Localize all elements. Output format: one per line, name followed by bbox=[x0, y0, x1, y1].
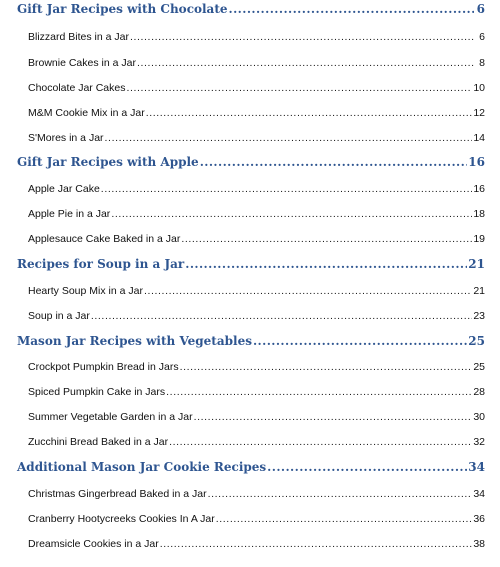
entry-title: S'Mores in a Jar bbox=[28, 132, 104, 144]
page-number: 34 bbox=[473, 488, 485, 500]
dot-leader bbox=[194, 411, 473, 423]
toc-entry[interactable] bbox=[28, 107, 485, 119]
page-number: 30 bbox=[473, 411, 485, 423]
toc-entry[interactable] bbox=[28, 488, 485, 500]
toc-entry[interactable] bbox=[28, 208, 485, 220]
toc-entry[interactable] bbox=[28, 82, 485, 94]
dot-leader bbox=[267, 460, 467, 474]
dot-leader bbox=[253, 334, 467, 348]
entry-title: Chocolate Jar Cakes bbox=[28, 82, 126, 94]
dot-leader bbox=[216, 513, 473, 525]
dot-leader bbox=[105, 132, 473, 144]
page-number: 36 bbox=[473, 513, 485, 525]
dot-leader bbox=[144, 285, 472, 297]
page-number: 18 bbox=[473, 208, 485, 220]
dot-leader bbox=[229, 2, 474, 16]
entry-title: Brownie Cakes in a Jar bbox=[28, 57, 136, 69]
entry-title: Hearty Soup Mix in a Jar bbox=[28, 285, 143, 297]
toc-entry[interactable] bbox=[28, 538, 485, 550]
page-number: 12 bbox=[473, 107, 485, 119]
dot-leader bbox=[91, 310, 472, 322]
section-title: Gift Jar Recipes with Chocolate bbox=[17, 2, 228, 16]
page-number: 14 bbox=[473, 132, 485, 144]
dot-leader bbox=[169, 436, 472, 448]
dot-leader bbox=[126, 82, 472, 94]
toc-section-heading[interactable] bbox=[17, 155, 485, 169]
toc-entry[interactable] bbox=[28, 513, 485, 525]
page-number: 38 bbox=[473, 538, 485, 550]
toc-entry[interactable] bbox=[28, 31, 485, 43]
toc-entry[interactable] bbox=[28, 57, 485, 69]
toc-entry[interactable] bbox=[28, 285, 485, 297]
toc-entry[interactable] bbox=[28, 233, 485, 245]
page-number: 16 bbox=[473, 183, 485, 195]
page-number: 16 bbox=[468, 155, 485, 169]
toc-entry[interactable] bbox=[28, 411, 485, 423]
toc-entry[interactable] bbox=[28, 132, 485, 144]
page-number: 19 bbox=[473, 233, 485, 245]
page-number: 25 bbox=[468, 334, 485, 348]
page-number: 34 bbox=[468, 460, 485, 474]
entry-title: Christmas Gingerbread Baked in a Jar bbox=[28, 488, 207, 500]
entry-title: M&M Cookie Mix in a Jar bbox=[28, 107, 145, 119]
dot-leader bbox=[130, 31, 474, 43]
entry-title: Zucchini Bread Baked in a Jar bbox=[28, 436, 169, 448]
section-title: Mason Jar Recipes with Vegetables bbox=[17, 334, 252, 348]
toc-section-heading[interactable] bbox=[17, 257, 485, 271]
entry-title: Dreamsicle Cookies in a Jar bbox=[28, 538, 159, 550]
page-number: 8 bbox=[479, 57, 485, 69]
dot-leader bbox=[181, 233, 472, 245]
dot-leader bbox=[137, 57, 474, 69]
toc-entry[interactable] bbox=[28, 183, 485, 195]
dot-leader bbox=[180, 361, 473, 373]
toc-entry[interactable] bbox=[28, 386, 485, 398]
dot-leader bbox=[166, 386, 472, 398]
entry-title: Spiced Pumpkin Cake in Jars bbox=[28, 386, 166, 398]
entry-title: Crockpot Pumpkin Bread in Jars bbox=[28, 361, 179, 373]
dot-leader bbox=[208, 488, 473, 500]
entry-title: Apple Jar Cake bbox=[28, 183, 100, 195]
toc-section-heading[interactable] bbox=[17, 334, 485, 348]
dot-leader bbox=[200, 155, 468, 169]
section-title: Gift Jar Recipes with Apple bbox=[17, 155, 199, 169]
page-number: 10 bbox=[473, 82, 485, 94]
page-number: 23 bbox=[473, 310, 485, 322]
entry-title: Blizzard Bites in a Jar bbox=[28, 31, 129, 43]
toc-entry[interactable] bbox=[28, 436, 485, 448]
dot-leader bbox=[111, 208, 472, 220]
page-number: 32 bbox=[473, 436, 485, 448]
dot-leader bbox=[146, 107, 473, 119]
entry-title: Apple Pie in a Jar bbox=[28, 208, 111, 220]
toc-entry[interactable] bbox=[28, 361, 485, 373]
page-number: 21 bbox=[473, 285, 485, 297]
page-number: 25 bbox=[473, 361, 485, 373]
page-number: 21 bbox=[468, 257, 485, 271]
entry-title: Applesauce Cake Baked in a Jar bbox=[28, 233, 181, 245]
page-number: 6 bbox=[479, 31, 485, 43]
toc-section-heading[interactable] bbox=[17, 2, 485, 16]
toc-entry[interactable] bbox=[28, 310, 485, 322]
section-title: Additional Mason Jar Cookie Recipes bbox=[17, 460, 267, 474]
toc-section-heading[interactable] bbox=[17, 460, 485, 474]
page-number: 28 bbox=[473, 386, 485, 398]
dot-leader bbox=[101, 183, 473, 195]
page-number: 6 bbox=[476, 2, 485, 16]
entry-title: Cranberry Hootycreeks Cookies In A Jar bbox=[28, 513, 215, 525]
entry-title: Summer Vegetable Garden in a Jar bbox=[28, 411, 193, 423]
dot-leader bbox=[160, 538, 473, 550]
section-title: Recipes for Soup in a Jar bbox=[17, 257, 185, 271]
dot-leader bbox=[185, 257, 467, 271]
entry-title: Soup in a Jar bbox=[28, 310, 90, 322]
